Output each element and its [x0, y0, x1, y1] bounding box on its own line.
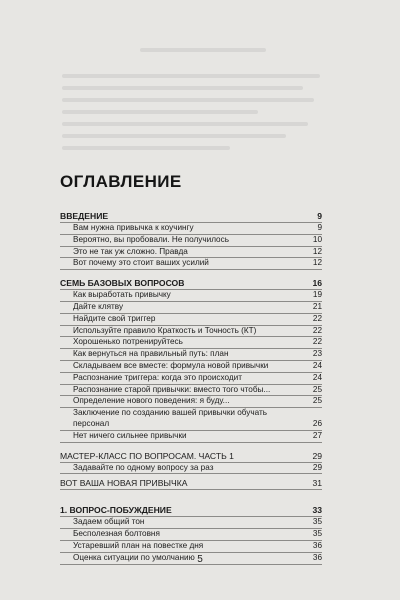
- toc-page-number: 27: [312, 430, 322, 440]
- toc-entry[interactable]: [60, 463, 322, 475]
- toc-entry[interactable]: [60, 373, 322, 385]
- toc-entry-text: Как вернуться на правильный путь: план: [73, 349, 229, 359]
- toc-heading-text: ВОТ ВАША НОВАЯ ПРИВЫЧКА: [60, 478, 188, 489]
- toc-page-number: 24: [312, 360, 322, 370]
- toc-page-number: 9: [317, 223, 322, 232]
- toc-entry[interactable]: [60, 258, 322, 270]
- toc-entry-text: персонал: [73, 418, 110, 428]
- toc-page-number: 22: [312, 337, 322, 347]
- toc-heading-text: СЕМЬ БАЗОВЫХ ВОПРОСОВ: [60, 278, 185, 289]
- toc-page-number: 29: [312, 450, 322, 461]
- table-of-contents: [60, 210, 322, 572]
- toc-entry-text: Вам нужна привычка к коучингу: [73, 223, 194, 232]
- toc-entry[interactable]: [60, 396, 322, 408]
- toc-heading-text: 1. ВОПРОС-ПОБУЖДЕНИЕ: [60, 505, 172, 516]
- toc-entry-text: Заключение по созданию вашей привычки обучать: [73, 408, 268, 418]
- toc-page-number: 22: [312, 313, 322, 323]
- toc-entry[interactable]: [60, 408, 322, 419]
- toc-entry[interactable]: [60, 541, 322, 553]
- toc-entry-text: Определение нового поведения: я буду...: [73, 396, 230, 406]
- toc-heading[interactable]: [60, 210, 322, 223]
- toc-page-number: 25: [312, 396, 322, 406]
- toc-page-number: 23: [312, 349, 322, 359]
- toc-entry[interactable]: [60, 361, 322, 373]
- toc-entry-text: Нет ничего сильнее привычки: [73, 430, 187, 440]
- toc-entry-text: Найдите свой триггер: [73, 313, 156, 323]
- toc-page-number: 31: [312, 478, 322, 489]
- toc-section-introduction: [60, 210, 322, 270]
- toc-entry[interactable]: [60, 314, 322, 326]
- toc-page-number: 22: [312, 325, 322, 335]
- toc-entry-continued[interactable]: [60, 419, 322, 431]
- toc-entry-text: Устаревший план на повестке дня: [73, 540, 204, 550]
- toc-entry-text: Бесполезная болтовня: [73, 529, 160, 539]
- toc-entry-text: Задаем общий тон: [73, 517, 145, 527]
- toc-entry[interactable]: [60, 302, 322, 314]
- toc-heading[interactable]: [60, 450, 322, 463]
- toc-page-number: 36: [312, 552, 322, 562]
- toc-heading[interactable]: [60, 504, 322, 517]
- toc-entry-text: Как выработать привычку: [73, 290, 171, 300]
- toc-entry[interactable]: [60, 223, 322, 235]
- toc-section-masterclass: [60, 450, 322, 475]
- toc-page-number: 35: [312, 529, 322, 539]
- toc-page-number: 19: [312, 290, 322, 300]
- toc-page-number: 16: [312, 278, 322, 289]
- toc-heading[interactable]: [60, 477, 322, 490]
- toc-page-number: 26: [312, 418, 322, 428]
- toc-entry-text: Дайте клятву: [73, 301, 124, 311]
- toc-title: ОГЛАВЛЕНИЕ: [60, 172, 182, 191]
- toc-page-number: 33: [312, 505, 322, 516]
- toc-page-number: 10: [312, 234, 322, 244]
- toc-entry[interactable]: [60, 290, 322, 302]
- toc-entry-text: Хорошенько потренируйтесь: [73, 337, 183, 347]
- toc-page-number: 36: [312, 540, 322, 550]
- toc-page-number: 35: [312, 517, 322, 527]
- show-through-text: [62, 40, 342, 158]
- toc-entry[interactable]: [60, 235, 322, 247]
- toc-entry[interactable]: [60, 431, 322, 443]
- toc-entry[interactable]: [60, 529, 322, 541]
- toc-entry[interactable]: [60, 517, 322, 529]
- toc-heading-text: МАСТЕР-КЛАСС ПО ВОПРОСАМ. ЧАСТЬ 1: [60, 450, 234, 461]
- toc-entry-text: Используйте правило Краткость и Точность (КТ): [73, 325, 257, 335]
- toc-entry-text: Оценка ситуации по умолчанию: [73, 552, 195, 562]
- toc-section-seven-questions: [60, 277, 322, 442]
- toc-page-number: 29: [312, 462, 322, 472]
- toc-heading[interactable]: [60, 277, 322, 290]
- toc-entry-text: Задавайте по одному вопросу за раз: [73, 462, 214, 472]
- toc-section-new-habit: [60, 477, 322, 490]
- toc-page-number: 12: [312, 258, 322, 268]
- toc-page-number: 25: [312, 384, 322, 394]
- toc-page-number: 21: [312, 301, 322, 311]
- toc-heading-text: ВВЕДЕНИЕ: [60, 211, 109, 221]
- page-number: 5: [197, 554, 203, 565]
- toc-entry[interactable]: [60, 349, 322, 361]
- toc-entry-text: Вероятно, вы пробовали. Не получилось: [73, 234, 229, 244]
- toc-entry[interactable]: [60, 385, 322, 397]
- toc-entry-text: Это не так уж сложно. Правда: [73, 246, 188, 256]
- toc-page-number: 9: [317, 211, 322, 221]
- toc-entry-text: Вот почему это стоит ваших усилий: [73, 258, 209, 268]
- toc-entry[interactable]: [60, 337, 322, 349]
- toc-entry[interactable]: [60, 247, 322, 259]
- toc-entry-text: Распознание триггера: когда это происходит: [73, 372, 242, 382]
- toc-entry[interactable]: [60, 326, 322, 338]
- toc-page-number: 12: [312, 246, 322, 256]
- toc-entry-text: Складываем все вместе: формула новой привычки: [73, 360, 269, 370]
- toc-page-number: 24: [312, 372, 322, 382]
- toc-entry-text: Распознание старой привычки: вместо того чтобы...: [73, 384, 271, 394]
